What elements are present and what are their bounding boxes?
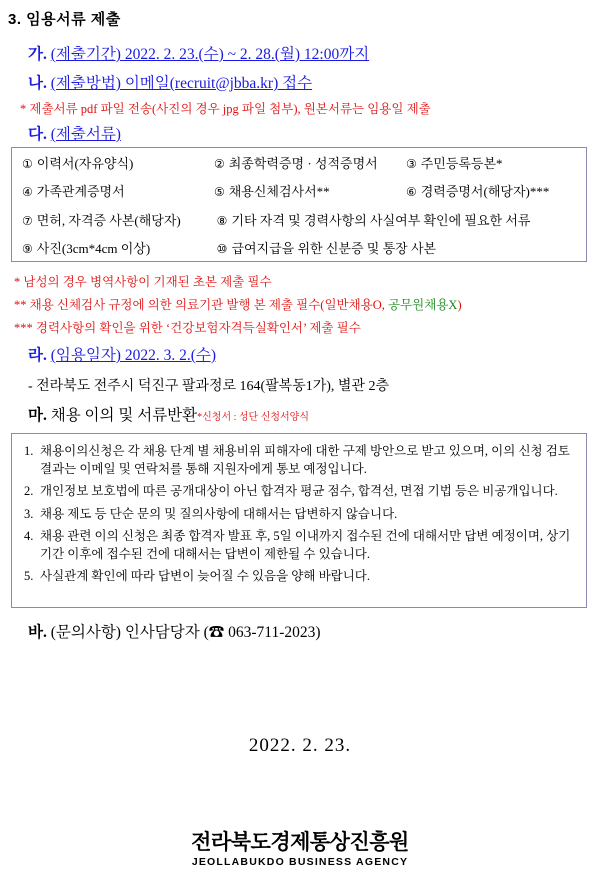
list-item-text: 채용 제도 등 단순 문의 및 질의사항에 대해서는 답변하지 않습니다. [40,506,398,521]
list-item-number: 5. [24,569,34,583]
item-a-text: (제출기간) 2022. 2. 23.(수) ~ 2. 28.(월) 12:00까지 [50,46,370,63]
logo-english-name: JEOLLABUKDO BUSINESS AGENCY [191,856,409,868]
list-item [24,528,574,563]
item-d-marker: 라. [28,347,47,364]
doc-number: ⑥ [405,185,417,200]
doc-cell [12,210,207,229]
item-d-text: (임용일자) 2022. 3. 2.(수) [50,347,216,364]
list-item [24,443,574,478]
list-item [24,483,574,501]
doc-cell [396,153,586,172]
item-b [28,71,312,93]
list-item [24,506,574,524]
doc-number: ⑧ [216,213,228,228]
doc-label: 채용신체검사서** [228,184,330,200]
item-c-text: (제출서류) [50,126,121,143]
doc-number: ② [213,156,225,171]
doc-label: 사진(3cm*4cm 이상) [36,241,151,257]
doc-number: ① [22,156,33,171]
doc-number: ⑩ [216,242,228,257]
item-c [28,122,121,144]
list-item-number: 3. [24,506,34,521]
item-e [28,403,309,425]
list-item [24,568,574,586]
page-title: 3. 임용서류 제출 [8,11,121,28]
item-a [28,42,369,64]
doc-label: 기타 자격 및 경력사항의 사실여부 확인에 필요한 서류 [231,212,531,228]
doc-label: 경력증명서(해당자)*** [420,184,550,200]
item-e-marker: 마. [28,407,47,424]
list-item-text: 사실관계 확인에 따라 답변이 늦어질 수 있음을 양해 바랍니다. [40,569,371,583]
item-c-marker: 다. [28,126,47,143]
note-3: *** 경력사항의 확인을 위한 ‘건강보험자격득실확인서’ 제출 필수 [14,321,361,335]
doc-cell [12,153,204,172]
table-row [12,148,586,177]
doc-cell [207,210,586,229]
table-row [12,234,586,263]
doc-number: ⑨ [22,242,33,257]
doc-cell [12,181,204,200]
item-f [28,620,321,642]
item-d [28,343,216,365]
item-e-text: 채용 이의 및 서류반환 [50,407,198,424]
note-2-green: 공무원채용X [388,298,458,312]
doc-label: 면허, 자격증 사본(해당자) [36,212,181,228]
item-d-address: - 전라북도 전주시 덕진구 팔과정로 164(팔복동1가), 별관 2층 [28,379,389,394]
item-f-marker: 바. [28,624,47,641]
doc-cell [12,238,207,257]
note-2 [14,295,462,313]
item-e-superscript: *신청서 : 성단 신청서양식 [197,412,310,423]
doc-cell [204,181,396,200]
doc-cell [396,181,586,200]
organization-logo [0,832,600,868]
doc-label: 이력서(자유양식) [36,155,134,171]
list-item-text: 채용이의신청은 각 채용 단계 별 채용비위 피해자에 대한 구제 방안으로 받고 있으며, 이의 신청 검토 결과는 이메일 및 연락처를 통해 지원자에게 통보 예정입니다. [40,444,570,476]
note-1: * 남성의 경우 병역사항이 기재된 초본 제출 필수 [14,275,272,289]
list-item-number: 1. [24,444,34,458]
list-item-number: 2. [24,484,34,498]
doc-number: ③ [405,156,417,171]
logo-korean-name: 전라북도경제통상진흥원 [191,831,409,854]
item-b-text: (제출방법) 이메일(recruit@jbba.kr) 접수 [50,75,313,92]
note-2-pre: ** 채용 신체검사 규정에 의한 의료기관 발행 본 제출 필수(일반채용O, [14,298,389,312]
item-a-marker: 가. [28,46,47,63]
table-row [12,205,586,234]
item-b-marker: 나. [28,75,47,92]
list-item-text: 채용 관련 이의 신청은 최종 합격자 발표 후, 5일 이내까지 접수된 건에 대해서만 답변 예정이며, 상기 기간 이후에 접수된 건에 대해서는 답변이 제한될 수 있습니다. [40,529,571,561]
list-item-text: 개인정보 보호법에 따른 공개대상이 아닌 합격자 평균 점수, 합격선, 면접 기법 등은 비공개입니다. [40,484,558,498]
doc-cell [204,153,396,172]
doc-label: 최종학력증명 · 성적증명서 [228,155,378,171]
note-2-post: ) [457,298,462,312]
doc-number: ⑦ [22,213,33,228]
item-b-note: * 제출서류 pdf 파일 전송(사진의 경우 jpg 파일 첨부), 원본서류는 임용일 제출 [20,102,431,116]
doc-label: 주민등록등본* [420,155,503,171]
item-f-text: (문의사항) 인사담당자 (☎ 063-711-2023) [50,624,321,641]
doc-number: ⑤ [213,185,225,200]
doc-number: ④ [22,185,33,200]
appeal-notice-box [11,433,587,608]
submission-documents-table [11,147,587,262]
doc-cell [207,238,586,257]
table-row [12,177,586,206]
doc-label: 급여지급을 위한 신분증 및 통장 사본 [231,241,437,257]
list-item-number: 4. [24,529,34,543]
document-date: 2022. 2. 23. [248,735,352,756]
doc-label: 가족관계증명서 [36,184,125,200]
